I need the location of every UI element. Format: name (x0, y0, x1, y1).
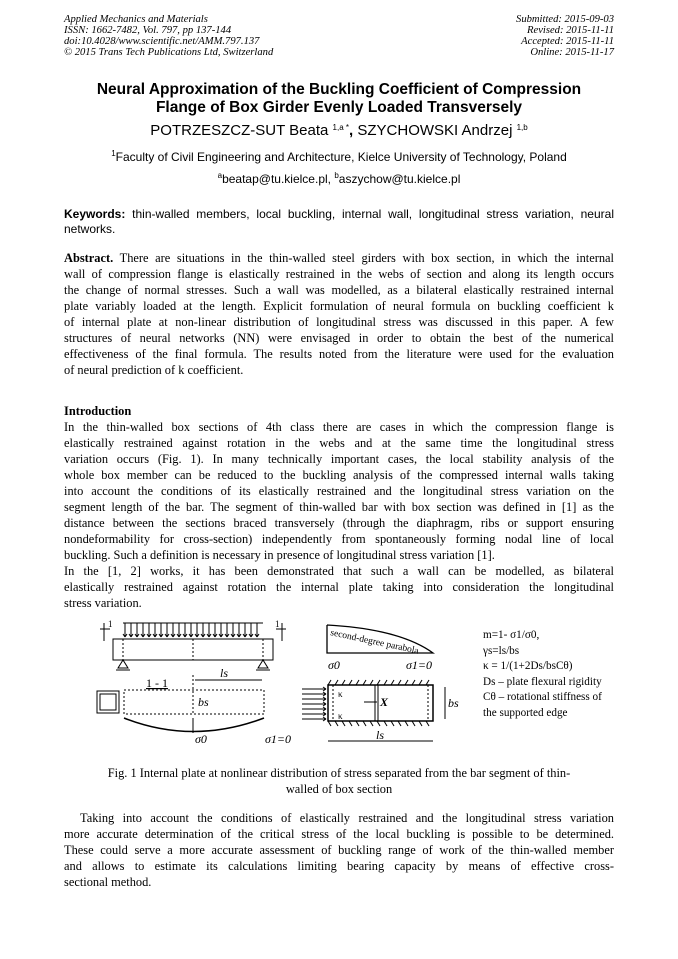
plate-plan (124, 675, 264, 733)
abstract-line (64, 250, 614, 266)
abstract-line: of internal plate at non-linear distribution of longitudinal stress was discussed in this paper. A few (64, 315, 614, 329)
ls-label: ls (376, 728, 385, 742)
para-line: and allows to estimate its calculations limiting bearing capacity by means of effective cross- (64, 859, 614, 873)
text: There are situations in the thin-walled steel girders with box section, in which the internal (113, 251, 614, 265)
revised-date: Revised: 2015-11-11 (527, 25, 614, 36)
issn: ISSN: 1662-7482, Vol. 797, pp 137-144 (64, 25, 232, 36)
accepted-date: Accepted: 2015-11-11 (521, 36, 614, 47)
para-line: more accurate determination of the critical stress of the local buckling is possible to be determined. (64, 827, 614, 841)
title-line: Flange of Box Girder Evenly Loaded Transversely (155, 99, 523, 116)
para-line: These could serve a more accurate assessment of buckling range of work of the thin-walled member (64, 843, 614, 857)
abstract-label: Abstract. (64, 251, 114, 265)
dates (516, 14, 614, 58)
intro-line: stress variation. (64, 596, 142, 610)
keywords-text: thin-walled members, local buckling, internal wall, longitudinal stress variation, neural networks. (64, 207, 614, 236)
legend-line: Ds – plate flexural rigidity (483, 675, 602, 688)
legend-line: Cθ – rotational stiffness of (483, 691, 602, 704)
abstract-line: effectiveness of the final formula. The results noted from the literature were used for the evaluation (64, 347, 614, 361)
para-line: sectional method. (64, 875, 152, 889)
journal-info (64, 14, 273, 58)
final-paragraph (64, 810, 614, 890)
email-link[interactable]: beatap@tu.kielce.pl, (222, 172, 331, 186)
abstract-line: structures of neural networks (NN) were envisaged in order to obtain the best of the numerical (64, 331, 614, 345)
aff-text: Faculty of Civil Engineering and Architecture, Kielce University of Technology, Poland (115, 150, 567, 164)
kappa-label: κ (338, 689, 343, 699)
aff-sup: 1 (111, 149, 116, 158)
bs-label: bs (448, 696, 459, 710)
intro-line: whole box member can be reduced to the buckling analysis of the compressed internal walls taking (64, 468, 614, 482)
section-label: 1 - 1 (146, 676, 168, 690)
keywords-label: Keywords: (64, 207, 126, 221)
submitted-date: Submitted: 2015-09-03 (516, 14, 614, 25)
email-sup: b (334, 171, 339, 180)
sigma0-label: σ0 (328, 658, 340, 672)
authors (40, 121, 638, 141)
intro-line: buckling. Such a definition is necessary in presence of longitudinal stress variation [1]. (64, 548, 495, 562)
bs-label: bs (198, 695, 209, 709)
abstract-line: wall of compression flange is elastically restrained in the webs of section and along its length occurs (64, 267, 614, 281)
abstract-line: plate variably loaded at the length. Explicit formulation of neural formula on buckling coefficient k (64, 299, 614, 313)
emails (40, 172, 638, 187)
author-sup: 1,a * (332, 123, 350, 132)
doi: doi:10.4028/www.scientific.net/AMM.797.137 (64, 36, 260, 47)
ls-label: ls (220, 666, 229, 680)
sigma1-label: σ1=0 (406, 658, 433, 672)
journal-name: Applied Mechanics and Materials (64, 14, 208, 25)
email-link[interactable]: aszychow@tu.kielce.pl (338, 172, 461, 186)
sigma0-label: σ0 (195, 732, 207, 746)
intro-line: into account the conditions of its elastically restrained and the longitudinal stress variation on the (64, 484, 614, 498)
intro-line: elastically restrained against rotation in the webs and at the same time the longitudinal stress (64, 436, 614, 450)
para-line: Taking into account the conditions of elastically restrained and the longitudinal stress variation (80, 811, 614, 825)
paper-title (40, 81, 638, 117)
caption-line: Fig. 1 Internal plate at nonlinear distribution of stress separated from the bar segment of thin- (107, 766, 571, 780)
cross-section (97, 691, 119, 713)
abstract (64, 250, 614, 378)
affiliation (40, 150, 638, 165)
title-line: Neural Approximation of the Buckling Coefficient of Compression (96, 81, 582, 98)
intro-line: In the thin-walled box sections of 4th class there are cases in which the compression flange is (64, 420, 614, 434)
abstract-line: the change of normal stresses. Such a wall was modelled, as a bilateral elastically restrained internal (64, 283, 614, 297)
legend-line: the supported edge (483, 706, 568, 719)
introduction (64, 403, 614, 611)
parabola-label: second-degree parabola (329, 628, 420, 657)
author: POTRZESZCZ-SUT Beata (150, 122, 329, 139)
author: SZYCHOWSKI Andrzej (357, 122, 513, 139)
email-sup: a (217, 171, 223, 180)
legend-line: κ = 1/(1+2Ds/bsCθ) (483, 660, 573, 673)
figure-caption (64, 765, 614, 797)
intro-line: In the [1, 2] works, it has been demonstrated that such a wall can be modelled, as bilateral (64, 564, 614, 578)
separator: , (349, 122, 354, 139)
section-heading: Introduction (64, 404, 132, 418)
legend-line: γs=ls/bs (483, 644, 520, 657)
section-mark: 1 (108, 619, 113, 629)
kappa-label: κ (338, 711, 343, 721)
abstract-line: of neural prediction of k coefficient. (64, 363, 244, 377)
plate-model (302, 680, 445, 741)
x-label: X (380, 695, 389, 709)
copyright: © 2015 Trans Tech Publications Ltd, Switzerland (64, 47, 274, 58)
legend-line: m=1- σ1/σ0, (483, 629, 540, 641)
online-date: Online: 2015-11-17 (530, 47, 614, 58)
caption-line: walled of box section (285, 782, 393, 796)
intro-line: distance between the sections braced transversely (through the diaphragm, ribs or support ensuring (64, 516, 614, 530)
section-mark: 1 (275, 619, 280, 629)
sigma1-label: σ1=0 (265, 732, 292, 746)
beam-elevation (100, 623, 286, 670)
figure-1-diagram (90, 615, 480, 755)
intro-line: variation occurs (Fig. 1). In many technically important cases, the local stability analysis of the (64, 452, 614, 466)
intro-line: nondeformability for cross-section) independently from spontaneously forming nodal line of local (64, 532, 614, 546)
intro-line: segment length of the bar. The segment of thin-walled bar with box section was defined in [1] as the (64, 500, 614, 514)
keywords (64, 207, 614, 237)
author-sup: 1,b (516, 123, 528, 132)
figure-legend (483, 628, 602, 722)
intro-line: elastically restrained against rotation the internal plate taking into consideration the longitudinal (64, 580, 614, 594)
